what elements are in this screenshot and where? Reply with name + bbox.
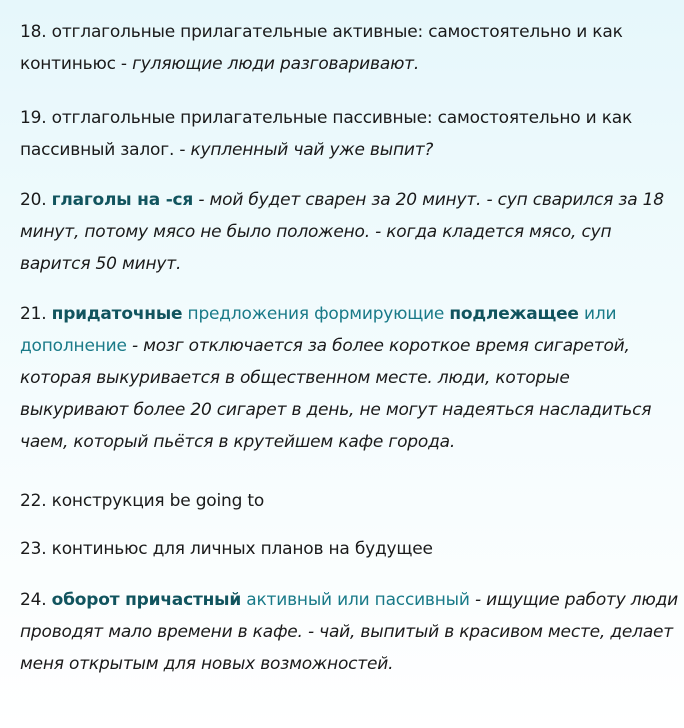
item-text: отглагольные прилагательные пассивные: самостоятельно и как пассивный залог. - — [20, 108, 633, 160]
item-example: - мозг отключается за более короткое время сигаретой, которая выкуривается в общественном месте. люди, которые выкуривают более 20 сигарет в день, не могут надеяться насладиться чаем, который пьётся в крутейшем кафе города. — [20, 336, 652, 452]
item-example: купленный чай уже выпит? — [190, 140, 434, 160]
item-number: 23. — [20, 539, 47, 559]
item-number: 20. — [20, 190, 47, 210]
list-item-23 — [20, 533, 680, 565]
item-text: отглагольные прилагательные активные: самостоятельно и как континьюс - — [20, 22, 623, 74]
item-number: 22. — [20, 491, 47, 511]
list-item-22 — [20, 485, 680, 517]
item-tail: или дополнение — [20, 304, 617, 356]
item-example: - мой будет сварен за 20 минут. - суп сварился за 18 минут, потому мясо не было положено. - когда кладется мясо, суп варится 50 минут. — [20, 190, 664, 274]
item-tail: активный или пассивный — [241, 590, 470, 610]
list-item-18 — [20, 16, 680, 80]
item-heading: глаголы на -ся — [51, 190, 194, 210]
item-number: 21. — [20, 304, 47, 324]
item-number: 19. — [20, 108, 47, 128]
item-heading: оборот причастный — [51, 590, 242, 610]
item-example: - ищущие работу люди проводят мало времени в кафе. - чай, выпитый в красивом месте, делает меня открытым для новых возможностей. — [20, 590, 678, 674]
list-item-24 — [20, 584, 680, 680]
list-item-20 — [20, 184, 680, 280]
list-item-21 — [20, 298, 680, 458]
item-text: конструкция be going to — [46, 491, 265, 511]
list-item-19 — [20, 102, 680, 166]
item-number: 18. — [20, 22, 47, 42]
item-text: континьюс для личных планов на будущее — [46, 539, 433, 559]
item-example: гуляющие люди разговаривают. — [132, 54, 420, 74]
item-heading-2: подлежащее — [449, 304, 579, 324]
item-number: 24. — [20, 590, 47, 610]
item-mid: предложения формирующие — [182, 304, 450, 324]
item-heading: придаточные — [51, 304, 183, 324]
